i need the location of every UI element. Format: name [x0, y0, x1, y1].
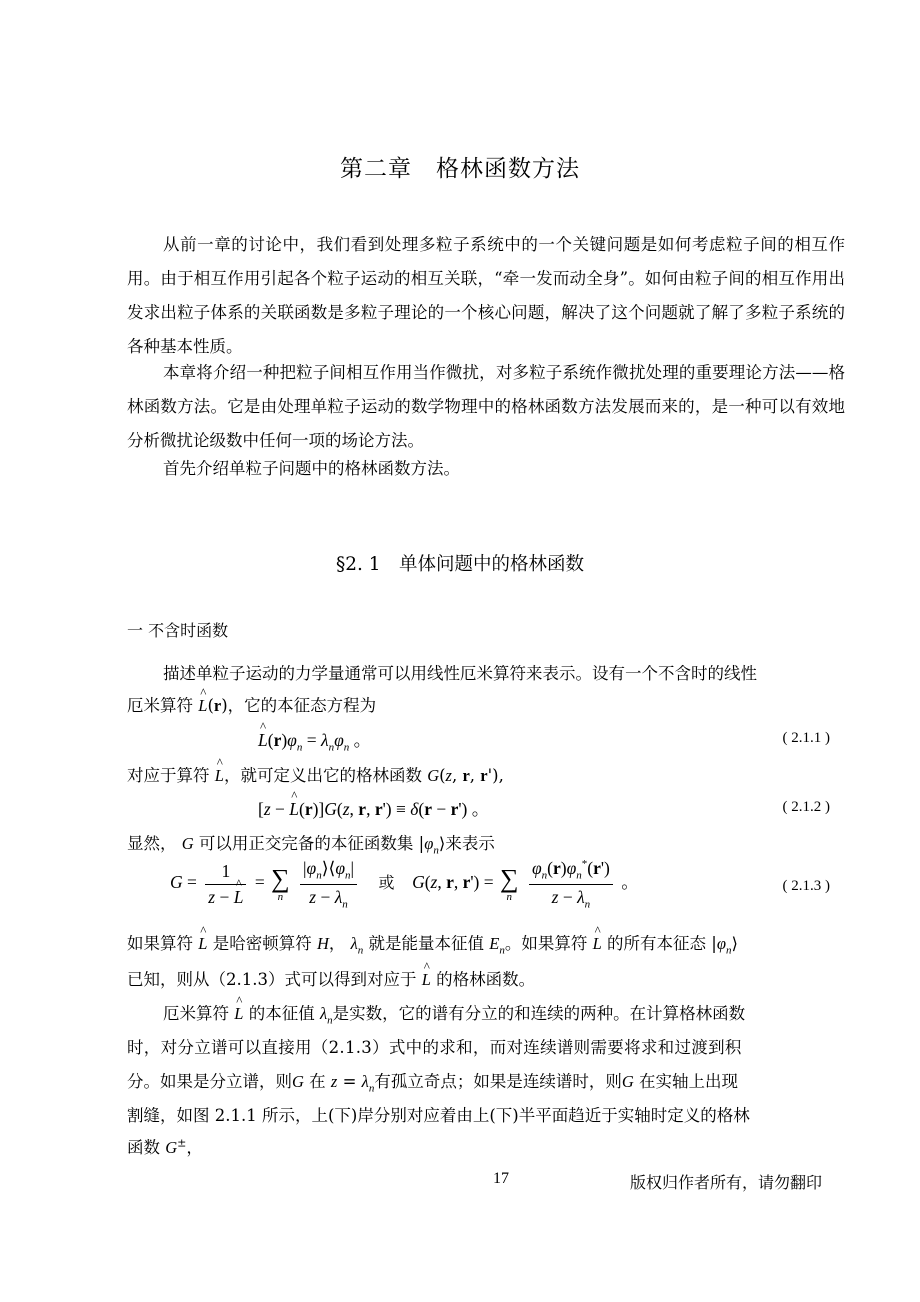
intro-paragraph-3: 首先介绍单粒子问题中的格林函数方法。: [163, 459, 460, 478]
intro-paragraph-1: 从前一章的讨论中，我们看到处理多粒子系统中的一个关键问题是如何考虑粒子间的相互作用。由于相互作用引起各个粒子运动的相互关联，“牵一发而动全身”。如何由粒子间的相互作用出发求出粒子体系的关联函数是多粒子理论的一个核心问题，解决了这个问题就了解了多粒子系统的各种基本性质。: [127, 235, 845, 356]
body-line-1: 描述单粒子运动的力学量通常可以用线性厄米算符来表示。设有一个不含时的线性: [163, 664, 757, 683]
body-line-5: 如果算符 ^ L 是哈密顿算符 H， $\lambda_n$ 就是能量本征值 $E_n$。如果算符 ^ L 的所有本征态 $|\varphi_n⟩$: [127, 930, 845, 956]
body-line-2: 厄米算符 ^ L(r)，它的本征态方程为: [127, 692, 845, 716]
page-number: 17: [493, 1170, 509, 1187]
body-line-10: 割缝，如图 2.1.1 所示，上(下)岸分别对应着由上(下)半平面趋近于实轴时定义的格林: [127, 1106, 750, 1125]
section-title: §2. 1 单体问题中的格林函数: [335, 554, 585, 575]
body-line-11: 函数 G±，: [127, 1136, 203, 1157]
equation-2-1-3: G = $\frac{1}{z - \^{} L}$ = ∑ n $\frac{|\varphi_n⟩⟨\varphi_n|}{z - \lambda_n}$ 或 G(z, r, r') = ∑ n $\frac{\varphi_n(r)\varphi_n^*(r')}{z - \lambda_n}$ 。: [170, 858, 639, 910]
equation-2-1-1: ^ $L(r)\varphi_n = \lambda_n\varphi_n$ 。: [258, 727, 371, 754]
copyright-notice: 版权归作者所有，请勿翻印: [630, 1173, 823, 1192]
subsection-title: 一 不含时函数: [127, 621, 229, 640]
equation-number-2: ( 2.1.2 ): [782, 799, 830, 815]
body-line-3: 对应于算符 ^ L，就可定义出它的格林函数 G(z, r, r'),: [127, 762, 845, 786]
equation-number-3: ( 2.1.3 ): [782, 878, 830, 894]
intro-paragraph-2: 本章将介绍一种把粒子间相互作用当作微扰，对多粒子系统作微扰处理的重要理论方法——格林函数方法。它是由处理单粒子运动的数学物理中的格林函数方法发展而来的，是一种可以有效地分析微扰论级数中任何一项的场论方法。: [127, 363, 845, 450]
body-line-4: 显然， G 可以用正交完备的本征函数集 $|\varphi_n⟩$来表示: [127, 834, 495, 857]
equation-number-1: ( 2.1.1 ): [782, 730, 830, 746]
equation-2-1-2: [z − ^ L(r)]G(z, r, r') ≡ δ(r − r') 。: [258, 796, 489, 821]
chapter-title: 第二章 格林函数方法: [340, 156, 580, 182]
body-line-8: 时，对分立谱可以直接用（2.1.3）式中的求和，而对连续谱则需要将求和过渡到积: [127, 1038, 742, 1057]
body-line-9: 分。如果是分立谱，则G 在 $z = \lambda_n$有孤立奇点；如果是连续谱时，则G 在实轴上出现: [127, 1072, 738, 1095]
body-line-6: 已知，则从（2.1.3）式可以得到对应于 ^ L 的格林函数。: [127, 966, 845, 990]
body-line-7: 厄米算符 ^ L 的本征值 $\lambda_n$是实数，它的谱有分立的和连续的两种。在计算格林函数: [163, 1000, 845, 1026]
